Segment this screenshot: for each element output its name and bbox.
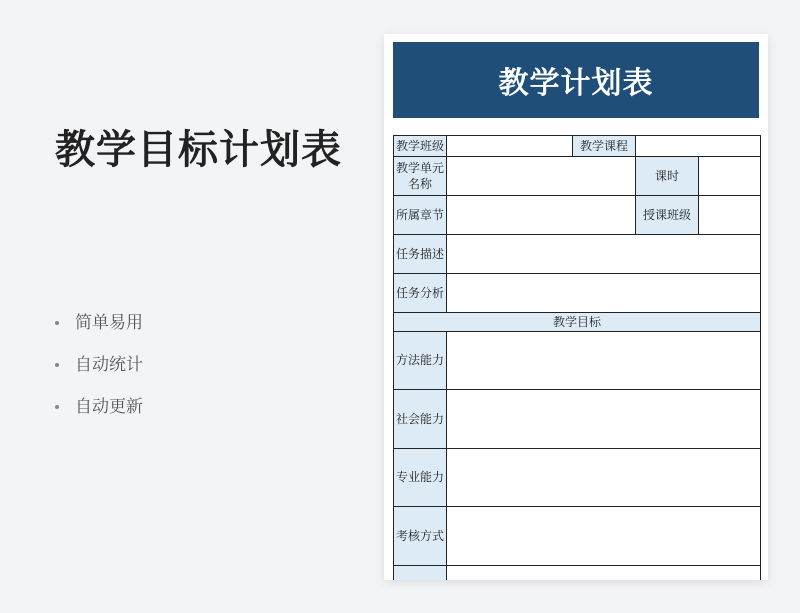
- feature-list: [55, 308, 143, 434]
- plan-table: [393, 135, 761, 580]
- document-header: 教学计划表: [393, 42, 759, 118]
- value-class[interactable]: [447, 136, 573, 157]
- label-unit-name: 教学单元名称: [394, 157, 447, 196]
- label-chapter: 所属章节: [394, 196, 447, 235]
- table-row: [394, 136, 761, 157]
- value-professional-ability[interactable]: [447, 449, 761, 507]
- label-professional-ability: 专业能力: [394, 449, 447, 507]
- feature-label: 自动更新: [75, 397, 143, 417]
- label-social-ability: 社会能力: [394, 390, 447, 449]
- bullet-icon: [55, 405, 59, 409]
- bullet-icon: [55, 321, 59, 325]
- feature-label: 简单易用: [75, 313, 143, 333]
- label-method-ability: 方法能力: [394, 332, 447, 390]
- table-row: [394, 313, 761, 332]
- page-title: 教学目标计划表: [55, 127, 342, 173]
- table-row: [394, 566, 761, 581]
- table-row: [394, 507, 761, 566]
- value-task-desc[interactable]: [447, 235, 761, 274]
- label-teaching-class: 授课班级: [636, 196, 699, 235]
- value-method-ability[interactable]: [447, 332, 761, 390]
- value-chapter[interactable]: [447, 196, 636, 235]
- value-teaching-class[interactable]: [699, 196, 761, 235]
- label-task-analysis: 任务分析: [394, 274, 447, 313]
- value-assessment[interactable]: [447, 507, 761, 566]
- table-row: [394, 196, 761, 235]
- document-preview: [384, 34, 768, 580]
- section-teaching-goals: 教学目标: [394, 313, 761, 332]
- value-hours[interactable]: [699, 157, 761, 196]
- label-task-desc: 任务描述: [394, 235, 447, 274]
- label-hours: 课时: [636, 157, 699, 196]
- label-assessment: 考核方式: [394, 507, 447, 566]
- feature-label: 自动统计: [75, 355, 143, 375]
- label-class: 教学班级: [394, 136, 447, 157]
- value-course[interactable]: [636, 136, 761, 157]
- feature-item: [55, 350, 143, 392]
- bullet-icon: [55, 363, 59, 367]
- table-row: [394, 449, 761, 507]
- value-unit-name[interactable]: [447, 157, 636, 196]
- feature-item: [55, 308, 143, 350]
- value-task-analysis[interactable]: [447, 274, 761, 313]
- table-row: [394, 157, 761, 196]
- value-cut-off[interactable]: [447, 566, 761, 581]
- table-row: [394, 235, 761, 274]
- feature-item: [55, 392, 143, 434]
- value-social-ability[interactable]: [447, 390, 761, 449]
- table-row: [394, 274, 761, 313]
- label-cut-off: [394, 566, 447, 581]
- table-row: [394, 390, 761, 449]
- table-row: [394, 332, 761, 390]
- label-course: 教学课程: [573, 136, 636, 157]
